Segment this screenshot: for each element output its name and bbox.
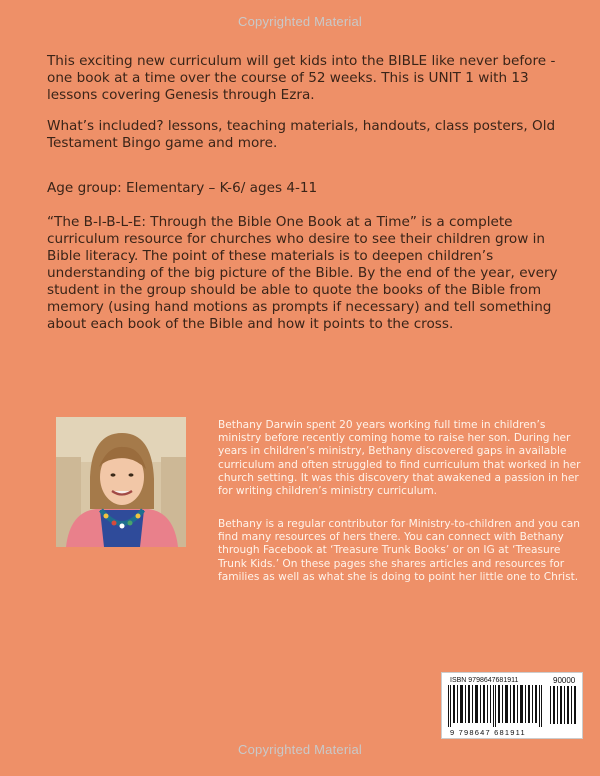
intro-paragraph: This exciting new curriculum will get kids into the BIBLE like never before - one book at a time over the course of 52 weeks. This is UNIT 1 with 13 lessons covering Genesis through Ezra. bbox=[47, 53, 556, 103]
addon-barcode-icon bbox=[550, 686, 578, 724]
author-bio-paragraph-1: Bethany Darwin spent 20 years working full time in children’s ministry before recently coming home to raise her son. During her years in children’s ministry, Bethany discovered gaps in available curriculum and often struggled to find curriculum that worked in her church setting. It was this discovery that awakened a passion in her for writing children’s ministry curriculum. bbox=[218, 419, 581, 498]
isbn-label: ISBN 9798647681911 bbox=[450, 677, 519, 684]
watermark-top: Copyrighted Material bbox=[238, 14, 362, 29]
isbn-digits: 9 798647 681911 bbox=[450, 728, 526, 737]
barcode-bars-icon bbox=[448, 685, 546, 727]
price-code: 90000 bbox=[553, 676, 576, 685]
age-group-line: Age group: Elementary – K-6/ ages 4-11 bbox=[47, 180, 318, 196]
author-photo bbox=[56, 417, 186, 547]
isbn-barcode bbox=[441, 672, 583, 739]
curriculum-description: “The B-I-B-L-E: Through the Bible One Book at a Time” is a complete curriculum resource for churches who desire to see their children grow in Bible literacy. The point of these materials is to deepen children’s understanding of the big picture of the Bible. By the end of the year, every student in the group should be able to quote the books of the Bible from memory (using hand motions as prompts if necessary) and tell something about each book of the Bible and how it points to the cross. bbox=[47, 214, 558, 332]
watermark-bottom: Copyrighted Material bbox=[238, 742, 362, 757]
included-paragraph: What’s included? lessons, teaching materials, handouts, class posters, Old Testament Bingo game and more. bbox=[47, 118, 556, 151]
author-portrait-icon bbox=[56, 417, 186, 547]
author-bio-paragraph-2: Bethany is a regular contributor for Ministry-to-children and you can find many resources of hers there. You can connect with Bethany through Facebook at ‘Treasure Trunk Books’ or on IG at ‘Treasure Trunk Kids.’ On these pages she shares articles and resources for families as well as what she is doing to point her little one to Christ. bbox=[218, 518, 580, 583]
